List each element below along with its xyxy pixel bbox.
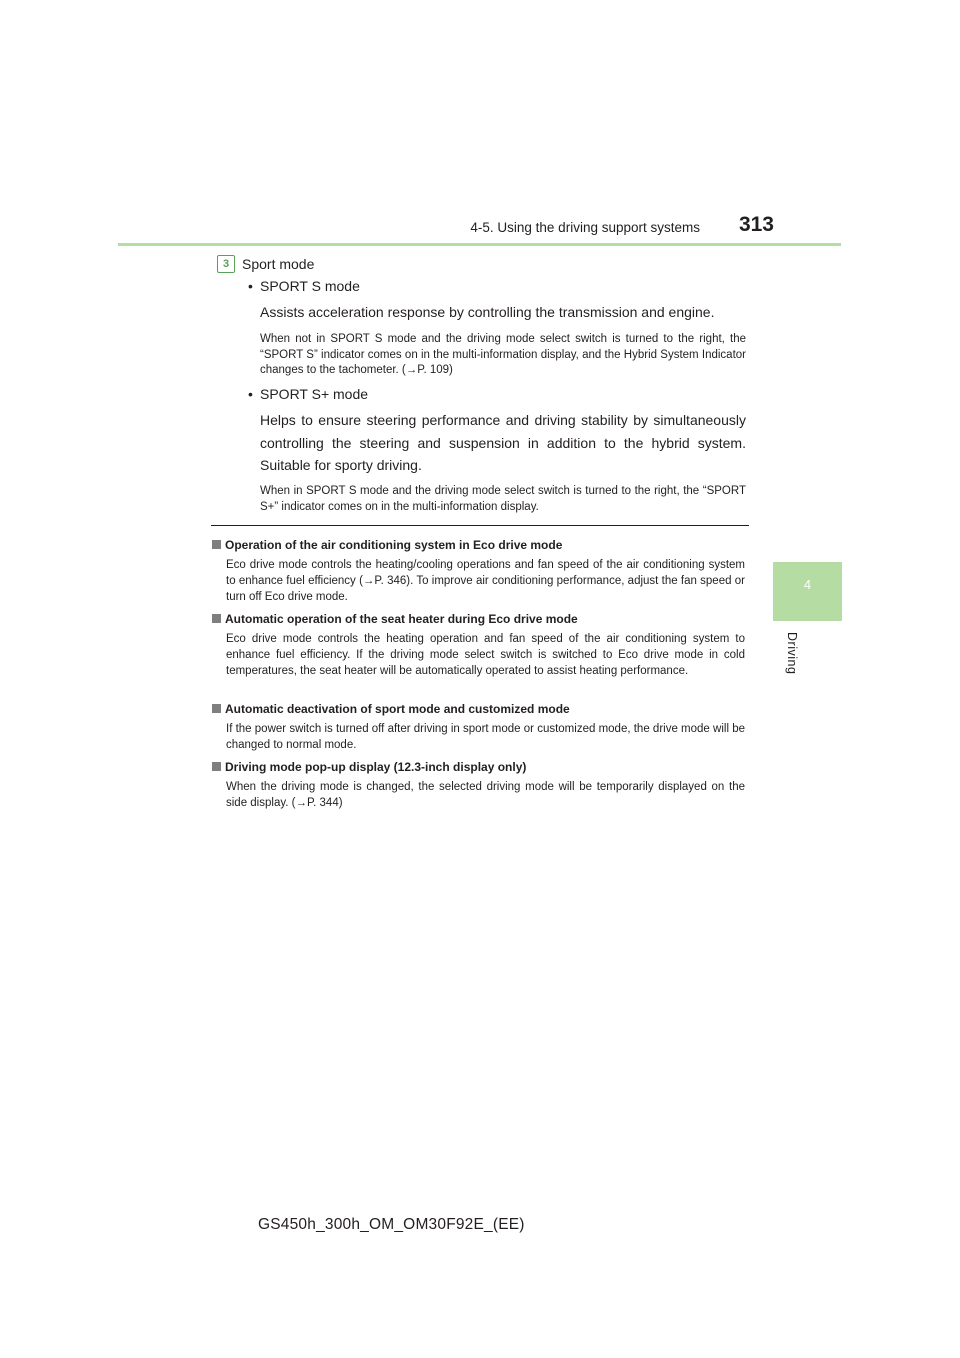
document-code: GS450h_300h_OM_OM30F92E_(EE)	[258, 1216, 525, 1233]
note-heading: Operation of the air conditioning system in Eco drive mode	[212, 538, 562, 552]
bullet-icon: •	[248, 278, 253, 294]
sport-s-plus-note: When in SPORT S mode and the driving mode select switch is turned to the right, the “SPORT S+” indicator comes on in the multi-information display.	[260, 485, 746, 513]
bullet-icon: •	[248, 386, 253, 402]
note-heading: Driving mode pop-up display (12.3-inch display only)	[212, 760, 526, 774]
note-heading: Automatic operation of the seat heater during Eco drive mode	[212, 612, 578, 626]
note-square-icon	[212, 704, 221, 713]
chapter-tab-number: 4	[803, 577, 812, 592]
sport-s-note: When not in SPORT S mode and the driving mode select switch is turned to the right, the “SPORT S” indicator comes on in the multi-information display, and the Hybrid System Indicator changes to the tachometer. (→P. 109)	[260, 333, 746, 376]
section-divider	[211, 525, 749, 526]
sport-s-label: SPORT S mode	[260, 278, 360, 294]
note-square-icon	[212, 540, 221, 549]
sport-s-description: Assists acceleration response by controlling the transmission and engine.	[260, 304, 715, 320]
step-badge: 3	[217, 255, 235, 273]
chapter-tab-label: Driving	[785, 632, 799, 675]
note-heading: Automatic deactivation of sport mode and customized mode	[212, 702, 570, 716]
section-title: 4-5. Using the driving support systems	[470, 220, 700, 235]
note-square-icon	[212, 614, 221, 623]
note-body: If the power switch is turned off after driving in sport mode or customized mode, the drive mode will be changed to normal mode.	[226, 723, 745, 752]
note-square-icon	[212, 762, 221, 771]
note-body: When the driving mode is changed, the selected driving mode will be temporarily displayed on the side display. (→P. 344)	[226, 781, 745, 810]
note-body: Eco drive mode controls the heating/cooling operations and fan speed of the air conditioning system to enhance fuel efficiency (→P. 346). To improve air conditioning performance, adjust the fan speed or turn off Eco drive mode.	[226, 559, 745, 604]
sport-s-plus-description: Helps to ensure steering performance and driving stability by simultaneously controlling the steering and suspension in addition to the hybrid system. Suitable for sporty driving.	[260, 412, 746, 473]
header-divider	[118, 243, 841, 246]
note-body: Eco drive mode controls the heating operation and fan speed of the air conditioning system to enhance fuel efficiency. If the driving mode select switch is switched to Eco drive mode in cold temperatures, the seat heater will be automatically operated to assist heating performance.	[226, 633, 745, 678]
sport-s-plus-label: SPORT S+ mode	[260, 386, 369, 402]
page-number: 313	[738, 213, 774, 236]
sport-mode-title: Sport mode	[242, 256, 315, 272]
